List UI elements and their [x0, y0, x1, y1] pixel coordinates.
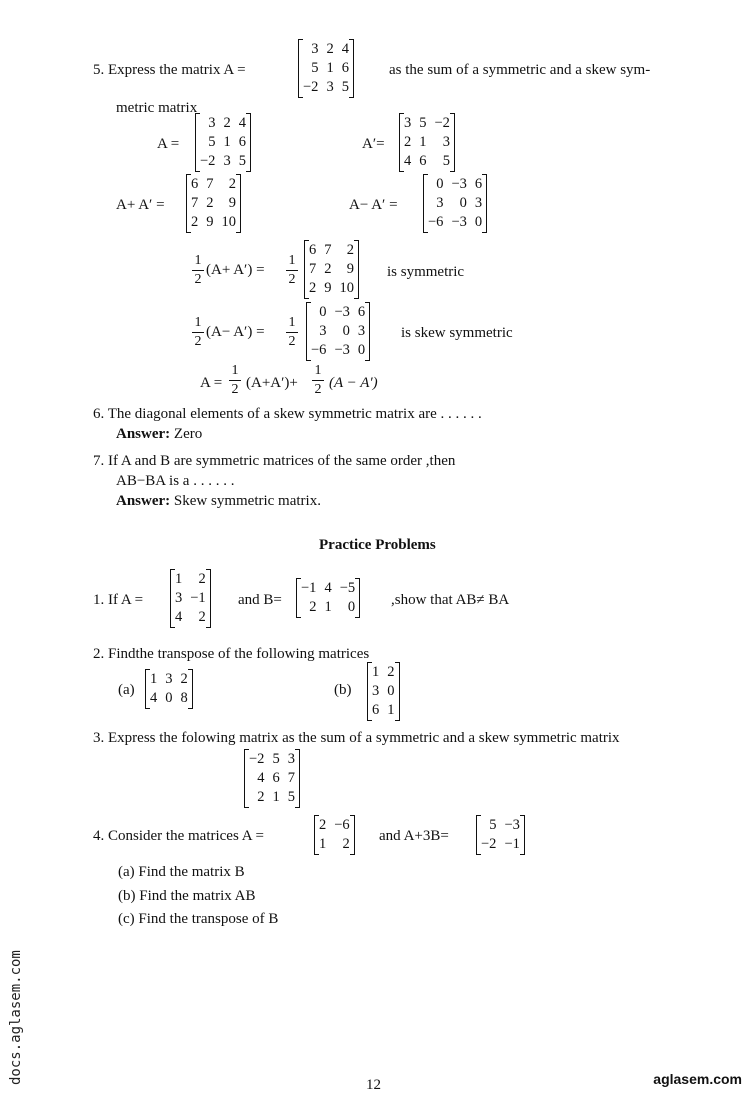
- matrix-cell: 1: [372, 664, 380, 680]
- matrix-cell: 4: [324, 580, 332, 596]
- p4-item-c: (c) Find the transpose of B: [118, 911, 279, 927]
- p2-a-label: (a): [118, 682, 135, 698]
- matrix-cell: 2: [324, 261, 332, 277]
- page-number: 12: [366, 1077, 381, 1093]
- matrix-cell: 5: [272, 751, 280, 767]
- matrix-cell: 2: [180, 671, 188, 687]
- matrix-cell: 7: [287, 770, 295, 786]
- matrix-cell: 5: [341, 79, 349, 95]
- q5-matrix-a-2: [195, 114, 251, 171]
- p4-item-a: (a) Find the matrix B: [118, 864, 245, 880]
- matrix-cell: −2: [434, 115, 450, 131]
- p1-lead: 1. If A =: [93, 592, 144, 608]
- p4-and: and A+3B=: [379, 828, 449, 844]
- matrix-cell: −2: [200, 153, 216, 169]
- matrix-cell: 3: [287, 751, 295, 767]
- matrix-cell: 6: [474, 176, 483, 192]
- watermark: docs.aglasem.com: [8, 950, 24, 1085]
- p1-tail: ,show that AB≠ BA: [391, 592, 510, 608]
- matrix-cell: 8: [180, 690, 188, 706]
- matrix-cell: −6: [311, 342, 327, 358]
- q5-skew-expr: (A− A′) =: [206, 324, 265, 340]
- matrix-cell: 1: [223, 134, 231, 150]
- matrix-cell: 6: [309, 242, 317, 258]
- q5-half-3: 1 2: [192, 316, 204, 349]
- q5-sym-expr: (A+ A′) =: [206, 262, 265, 278]
- p2-text: 2. Findthe transpose of the following matrices: [93, 646, 370, 662]
- matrix-cell: 2: [346, 242, 354, 258]
- matrix-cell: 4: [238, 115, 246, 131]
- q5-matrix-diff: [423, 175, 487, 232]
- matrix-cell: −1: [190, 590, 206, 606]
- q5-half-4: 1 2: [286, 316, 298, 349]
- q5-diff-label: A− A′ =: [349, 197, 398, 213]
- q5-half-2: 1 2: [286, 254, 298, 287]
- p4-matrix-c: [476, 816, 525, 854]
- matrix-cell: 2: [309, 280, 317, 296]
- q7-answer: [116, 494, 321, 509]
- matrix-cell: 6: [341, 60, 349, 76]
- matrix-cell: 7: [324, 242, 332, 258]
- q5-continuation: metric matrix: [116, 100, 198, 116]
- q5-at-label: A′=: [362, 136, 385, 152]
- p3-matrix: [244, 750, 300, 807]
- q5-matrix-skew: [306, 303, 370, 360]
- q5-matrix-a: [298, 40, 354, 97]
- matrix-cell: 2: [342, 836, 350, 852]
- matrix-cell: 3: [442, 134, 450, 150]
- matrix-cell: 9: [324, 280, 332, 296]
- q5-final-mid: (A+A′)+: [246, 375, 298, 391]
- matrix-cell: 4: [150, 690, 158, 706]
- matrix-cell: 2: [309, 599, 317, 615]
- brand-logo: aglasem.com: [653, 1071, 742, 1087]
- matrix-cell: 5: [442, 153, 450, 169]
- matrix-cell: 1: [272, 789, 280, 805]
- matrix-cell: 3: [319, 323, 327, 339]
- q5-matrix-sum: [186, 175, 241, 232]
- matrix-cell: 0: [436, 176, 444, 192]
- q5-half-6: 1 2: [312, 364, 324, 397]
- q5-final-a: A =: [200, 375, 223, 391]
- q7-answer-text: Skew symmetric matrix.: [173, 493, 321, 509]
- p4-item-b: (b) Find the matrix AB: [118, 888, 256, 904]
- matrix-cell: 0: [387, 683, 395, 699]
- matrix-cell: 2: [404, 134, 412, 150]
- matrix-cell: 5: [238, 153, 246, 169]
- matrix-cell: 3: [404, 115, 412, 131]
- matrix-cell: 6: [238, 134, 246, 150]
- matrix-cell: 4: [257, 770, 265, 786]
- q5-matrix-at: [399, 114, 455, 171]
- q5-half-5: 1 2: [229, 364, 241, 397]
- practice-heading: Practice Problems: [319, 537, 436, 553]
- matrix-cell: 4: [341, 41, 349, 57]
- matrix-cell: 6: [419, 153, 427, 169]
- matrix-cell: 3: [165, 671, 173, 687]
- matrix-cell: 6: [372, 702, 380, 718]
- matrix-cell: 3: [326, 79, 334, 95]
- matrix-cell: 3: [175, 590, 183, 606]
- matrix-cell: −6: [428, 214, 444, 230]
- matrix-cell: −2: [481, 836, 497, 852]
- matrix-cell: 1: [326, 60, 334, 76]
- matrix-cell: 2: [198, 609, 206, 625]
- p2-b-label: (b): [334, 682, 352, 698]
- matrix-cell: −3: [504, 817, 520, 833]
- q5-half-1: 1 2: [192, 254, 204, 287]
- matrix-cell: 4: [404, 153, 412, 169]
- matrix-cell: 6: [357, 304, 366, 320]
- matrix-cell: 10: [339, 280, 354, 296]
- matrix-cell: −5: [339, 580, 356, 596]
- p2-matrix-b: [367, 663, 400, 720]
- matrix-cell: 1: [175, 571, 183, 587]
- p4-matrix-a: [314, 816, 355, 854]
- matrix-cell: 7: [309, 261, 317, 277]
- matrix-cell: −3: [334, 342, 350, 358]
- matrix-cell: 9: [346, 261, 354, 277]
- matrix-cell: 6: [191, 176, 199, 192]
- matrix-cell: 2: [319, 817, 327, 833]
- q5-final-end: (A − A′): [329, 375, 378, 391]
- matrix-cell: 2: [228, 176, 236, 192]
- matrix-cell: 7: [191, 195, 199, 211]
- q6-question: 6. The diagonal elements of a skew symmetric matrix are . . . . . .: [93, 406, 482, 422]
- matrix-cell: 2: [257, 789, 265, 805]
- q6-answer-label: Answer:: [116, 426, 171, 442]
- q7-line-1: 7. If A and B are symmetric matrices of the same order ,then: [93, 453, 456, 469]
- matrix-cell: 1: [419, 134, 427, 150]
- matrix-cell: 0: [474, 214, 483, 230]
- matrix-cell: 5: [419, 115, 427, 131]
- q6-answer: [116, 427, 202, 442]
- matrix-cell: 4: [175, 609, 183, 625]
- matrix-cell: 2: [326, 41, 334, 57]
- q5-skew-note: is skew symmetric: [401, 325, 513, 341]
- matrix-cell: 5: [311, 60, 319, 76]
- p1-and: and B=: [238, 592, 282, 608]
- p3-text: 3. Express the folowing matrix as the sum of a symmetric and a skew symmetric matrix: [93, 730, 620, 746]
- p1-matrix-a: [170, 570, 211, 627]
- matrix-cell: 3: [372, 683, 380, 699]
- matrix-cell: 1: [319, 836, 327, 852]
- matrix-cell: 1: [387, 702, 395, 718]
- q5-lead: 5. Express the matrix A =: [93, 62, 246, 78]
- q5-a-label: A =: [157, 136, 180, 152]
- q6-answer-text: Zero: [173, 426, 203, 442]
- matrix-cell: 2: [198, 571, 206, 587]
- matrix-cell: 3: [223, 153, 231, 169]
- matrix-cell: 0: [459, 195, 467, 211]
- matrix-cell: 0: [342, 323, 350, 339]
- matrix-cell: 1: [324, 599, 332, 615]
- matrix-cell: 3: [474, 195, 483, 211]
- q5-tail: as the sum of a symmetric and a skew sym-: [389, 62, 651, 78]
- matrix-cell: 2: [206, 195, 214, 211]
- q7-line-2: AB−BA is a . . . . . .: [116, 473, 235, 489]
- matrix-cell: 10: [221, 214, 236, 230]
- matrix-cell: −3: [451, 214, 467, 230]
- p1-matrix-b: [296, 579, 360, 617]
- matrix-cell: 5: [489, 817, 497, 833]
- matrix-cell: 3: [357, 323, 366, 339]
- matrix-cell: 2: [191, 214, 199, 230]
- q5-sym-note: is symmetric: [387, 264, 465, 280]
- matrix-cell: 0: [347, 599, 356, 615]
- matrix-cell: 0: [357, 342, 366, 358]
- matrix-cell: −1: [504, 836, 520, 852]
- matrix-cell: 0: [319, 304, 327, 320]
- matrix-cell: −6: [334, 817, 350, 833]
- matrix-cell: −3: [334, 304, 350, 320]
- matrix-cell: 9: [206, 214, 214, 230]
- matrix-cell: 6: [272, 770, 280, 786]
- matrix-cell: 0: [165, 690, 173, 706]
- p4-lead: 4. Consider the matrices A =: [93, 828, 264, 844]
- q5-sum-label: A+ A′ =: [116, 197, 165, 213]
- matrix-cell: 5: [287, 789, 295, 805]
- matrix-cell: 3: [311, 41, 319, 57]
- matrix-cell: 1: [150, 671, 158, 687]
- q5-matrix-sym: [304, 241, 359, 298]
- matrix-cell: 7: [206, 176, 214, 192]
- matrix-cell: 9: [228, 195, 236, 211]
- matrix-cell: −3: [451, 176, 467, 192]
- q7-answer-label: Answer:: [116, 493, 171, 509]
- matrix-cell: 2: [387, 664, 395, 680]
- p2-matrix-a: [145, 670, 193, 708]
- matrix-cell: 5: [208, 134, 216, 150]
- matrix-cell: 3: [436, 195, 444, 211]
- matrix-cell: −2: [303, 79, 319, 95]
- matrix-cell: −1: [301, 580, 317, 596]
- matrix-cell: 3: [208, 115, 216, 131]
- matrix-cell: −2: [249, 751, 265, 767]
- matrix-cell: 2: [223, 115, 231, 131]
